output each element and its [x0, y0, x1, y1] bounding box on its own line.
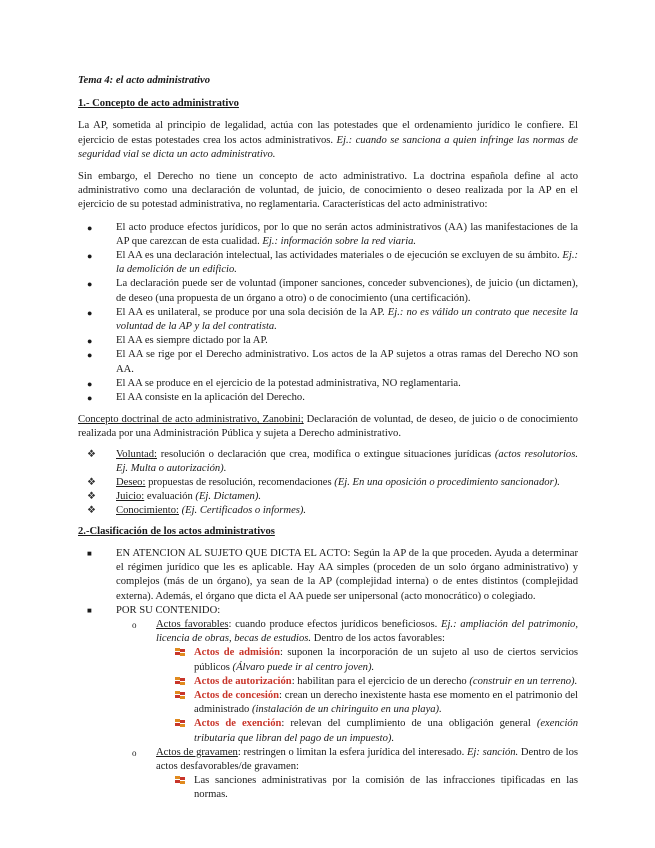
doctrinal-concept: Concepto doctrinal de acto administrativo, Zanobini; Declaración de voluntad, de deseo, de juicio o de conocimiento realizada por una Administración Pública y sujeta a Derecho administrativo. — [78, 414, 578, 440]
declaration-types-list — [78, 448, 578, 519]
list-item: Actos de admisión: suponen la incorporación de un sujeto al uso de ciertos servicios públicos (Álvaro puede ir al centro joven). — [78, 646, 578, 674]
list-item: Actos de concesión: crean un derecho inexistente hasta ese momento en el patrimonio del administrado (instalación de un chiringuito en una playa). — [78, 689, 578, 717]
square-bullet-icon: ■ — [87, 605, 92, 615]
list-item: ❖ Conocimiento: (Ej. Certificados o informes). — [78, 504, 578, 518]
bullet-dot-icon: ● — [87, 222, 93, 233]
list-item: Actos de autorización: habilitan para el ejercicio de un derecho (construir en un terreno). — [78, 675, 578, 689]
bullet-dot-icon: ● — [87, 307, 93, 318]
flag-bullet-icon — [174, 775, 186, 786]
list-item: ● El AA es unilateral, se produce por una sola decisión de la AP. Ej.: no es válido un contrato que necesite la voluntad de la AP y la del contratista. — [87, 306, 578, 333]
diamond-bullet-icon: ❖ — [87, 505, 96, 517]
flag-bullet-icon — [174, 690, 186, 701]
flag-bullet-icon — [174, 676, 186, 687]
list-item: ● El AA consiste en la aplicación del Derecho. — [78, 391, 578, 405]
list-item: ❖ Juicio: evaluación (Ej. Dictamen). — [78, 490, 578, 504]
gravamen-item: o Actos de gravamen: restringen o limitan la esfera jurídica del interesado. Ej: sanción. Dentro de los actos desfavorables/de gravamen: — [132, 746, 578, 772]
circle-bullet-icon: o — [132, 619, 137, 630]
bullet-dot-icon: ● — [87, 251, 93, 262]
list-item: Actos de exención: relevan del cumplimiento de una obligación general (exención tributaria que libran del pago de un impuesto). — [78, 717, 578, 745]
list-item: ❖ Voluntad: resolución o declaración que crea, modifica o extingue situaciones jurídicas (actos resolutorios. Ej. Multa o autorización). — [87, 448, 578, 474]
bullet-dot-icon: ● — [87, 378, 93, 389]
paragraph-2: Sin embargo, el Derecho no tiene un concepto de acto administrativo. La doctrina española define al acto administrativo como una declaración de voluntad, de juicio, de conocimiento o deseo realizada por la AP en el ejercicio de su potestad administrativa, no reglamentaria. Características del acto administrativo: — [78, 171, 578, 211]
list-item: ❖ Deseo: propuestas de resolución, recomendaciones (Ej. En una oposición o procedimiento sancionador). — [78, 476, 578, 490]
classification-list — [78, 547, 578, 618]
section-1-heading: 1.- Concepto de acto administrativo — [78, 98, 239, 110]
list-item: ● El AA se rige por el Derecho administrativo. Los actos de la AP sujetos a otras ramas del Derecho NO son AA. — [87, 349, 578, 375]
list-item: ● El AA es una declaración intelectual, las actividades materiales o de ejecución se excluyen de su ámbito. Ej.: la demolición de un edificio. — [87, 250, 578, 276]
diamond-bullet-icon: ❖ — [87, 477, 96, 489]
diamond-bullet-icon: ❖ — [87, 448, 96, 460]
page-title: Tema 4: el acto administrativo — [78, 75, 211, 86]
list-item: ■ POR SU CONTENIDO: — [78, 604, 578, 618]
favorables-item: o Actos favorables: cuando produce efectos jurídicos beneficiosos. Ej.: ampliación del patrimonio, licencia de obras, becas de estudios. Dentro de los actos favorables: — [132, 618, 579, 645]
list-item: ● La declaración puede ser de voluntad (imponer sanciones, conceder subvenciones), de juicio (un dictamen), de deseo (una propuesta de un órgano a otro) o de conocimiento (una certificación). — [87, 278, 578, 304]
circle-bullet-icon: o — [132, 747, 137, 758]
flag-bullet-icon — [174, 647, 186, 658]
list-item: ● El acto produce efectos jurídicos, por lo que no serán actos administrativos (AA) las manifestaciones de la AP que carezcan de esta cualidad. Ej.: información sobre la red viaria. — [87, 221, 578, 247]
square-bullet-icon: ■ — [87, 548, 92, 558]
doctrinal-label: Concepto doctrinal de acto administrativo, Zanobini; — [78, 414, 304, 426]
section-2-heading: 2.-Clasificación de los actos administrativos — [78, 525, 275, 537]
bullet-dot-icon: ● — [87, 336, 93, 347]
list-item: ● El AA se produce en el ejercicio de la potestad administrativa, NO reglamentaria. — [78, 377, 578, 391]
paragraph-1: La AP, sometida al principio de legalidad, actúa con las potestades que el ordenamiento jurídico le confiere. El ejercicio de estas potestades crea los actos administrativos. Ej.: cuando se sanciona a quien infringe las normas de seguridad vial se dicta un acto administrativo. — [78, 120, 578, 160]
bullet-dot-icon: ● — [87, 279, 93, 290]
list-item: ■ EN ATENCION AL SUJETO QUE DICTA EL ACTO: Según la AP de la que proceden. Ayuda a determinar el régimen jurídico que les es aplicable. Hay AA simples (proceden de un solo órgano administrativo) y complejos (más de un órgano), ya sean de la AP (complejidad interna) o de entes distintos (complejidad externa). Además, el órgano que dicta el AA puede ser unipersonal (acto monocrático) o colegiado. — [87, 547, 578, 602]
bullet-dot-icon: ● — [87, 393, 93, 404]
bullet-dot-icon: ● — [87, 350, 93, 361]
characteristics-list — [78, 221, 578, 406]
flag-bullet-icon — [174, 718, 186, 729]
list-item: Las sanciones administrativas por la comisión de las infracciones tipificadas en las normas. — [78, 774, 578, 802]
list-item: ● El AA es siempre dictado por la AP. — [78, 334, 578, 348]
diamond-bullet-icon: ❖ — [87, 491, 96, 503]
document-body — [78, 74, 578, 803]
